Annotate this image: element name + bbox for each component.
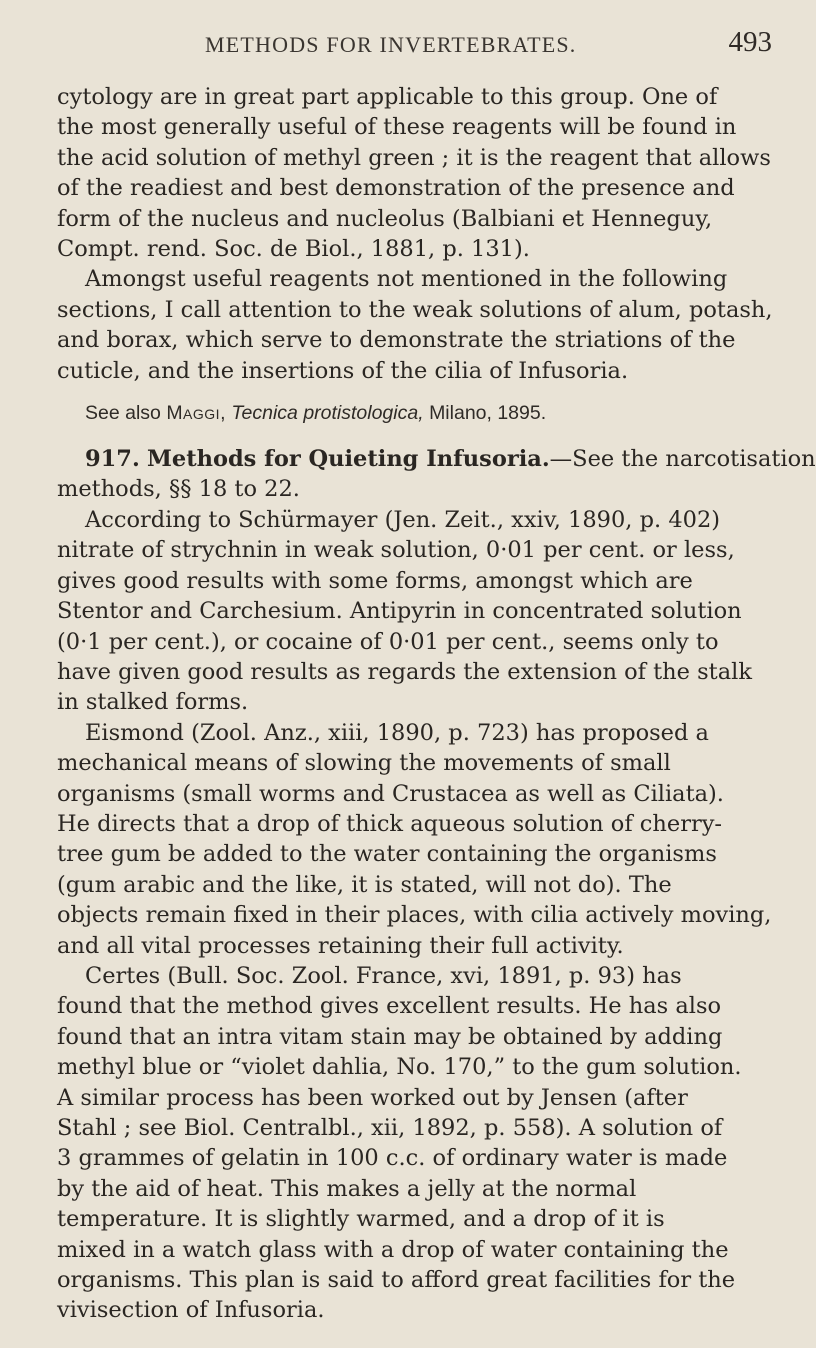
text-line: in stalked forms.: [57, 689, 249, 716]
see-also-work: Tecnica protistologica,: [231, 402, 424, 425]
text-line: of the readiest and best demonstration of the presence and: [57, 175, 735, 202]
text-line: methods, §§ 18 to 22.: [57, 476, 300, 503]
text-line: mixed in a watch glass with a drop of water containing the: [57, 1236, 729, 1263]
text-line: the acid solution of methyl green ; it is the reagent that allows: [57, 144, 771, 171]
text-line: and borax, which serve to demonstrate the striations of the: [57, 327, 736, 354]
text-line: found that the method gives excellent results. He has also: [57, 993, 722, 1020]
text-line: A similar process has been worked out by Jensen (after: [57, 1084, 688, 1111]
page-number: 493: [728, 26, 772, 58]
text-line: Certes (Bull. Soc. Zool. France, xvi, 1891, p. 93) has: [85, 962, 682, 989]
see-also-prefix: See also: [85, 402, 161, 425]
text-line: mechanical means of slowing the movements of small: [57, 750, 671, 777]
text-line: the most generally useful of these reagents will be found in: [57, 114, 737, 141]
see-also-reference: [85, 398, 778, 428]
text-line: (gum arabic and the like, it is stated, will not do). The: [57, 871, 672, 898]
text-line: Eismond (Zool. Anz., xiii, 1890, p. 723) has proposed a: [85, 719, 709, 746]
section-heading-line: [57, 444, 816, 474]
text-line: methyl blue or “violet dahlia, No. 170,” to the gum solution.: [57, 1054, 742, 1081]
text-line: Amongst useful reagents not mentioned in the following: [85, 266, 728, 293]
text-line: by the aid of heat. This makes a jelly at the normal: [57, 1175, 637, 1202]
paragraph-cytology: [57, 82, 778, 264]
text-line: sections, I call attention to the weak solutions of alum, potash,: [57, 296, 773, 323]
section-917: [57, 444, 816, 505]
text-line: and all vital processes retaining their full activity.: [57, 932, 624, 959]
text-line: temperature. It is slightly warmed, and a drop of it is: [57, 1206, 665, 1233]
paragraph-schurmayer: [57, 505, 778, 718]
text-line: found that an intra vitam stain may be obtained by adding: [57, 1023, 723, 1050]
text-line: organisms. This plan is said to afford great facilities for the: [57, 1267, 736, 1294]
text-line: (0·1 per cent.), or cocaine of 0·01 per cent., seems only to: [57, 628, 719, 655]
text-line: Compt. rend. Soc. de Biol., 1881, p. 131).: [57, 236, 530, 263]
text-line: cytology are in great part applicable to this group. One of: [57, 84, 718, 110]
text-line: have given good results as regards the extension of the stalk: [57, 658, 752, 685]
section-number: 917.: [85, 446, 140, 473]
text-line: Stahl ; see Biol. Centralbl., xii, 1892, p. 558). A solution of: [57, 1115, 723, 1141]
text-line: cuticle, and the insertions of the cilia of Infusoria.: [57, 357, 629, 384]
section-text: —See the narcotisation: [549, 446, 816, 473]
text-line: form of the nucleus and nucleolus (Balbiani et Henneguy,: [57, 205, 713, 232]
paragraph-reagents: [57, 264, 778, 386]
paragraph-eismond: [57, 718, 778, 961]
text-line: 3 grammes of gelatin in 100 c.c. of ordinary water is made: [57, 1145, 728, 1172]
text-line: tree gum be added to the water containing the organisms: [57, 841, 717, 868]
see-also-author: Maggi,: [166, 402, 226, 425]
text-line: He directs that a drop of thick aqueous solution of cherry-: [57, 810, 723, 837]
running-head-title: METHODS FOR INVERTEBRATES.: [205, 32, 577, 57]
text-line: organisms (small worms and Crustacea as well as Ciliata).: [57, 780, 724, 807]
text-line: Stentor and Carchesium. Antipyrin in concentrated solution: [57, 598, 742, 625]
text-line: According to Schürmayer (Jen. Zeit., xxiv, 1890, p. 402): [85, 506, 721, 533]
text-line: vivisection of Infusoria.: [57, 1297, 325, 1324]
text-line: objects remain fixed in their places, with cilia actively moving,: [57, 902, 772, 929]
running-head: [57, 0, 778, 82]
section-heading: Methods for Quieting Infusoria.: [146, 446, 550, 473]
text-line: gives good results with some forms, amongst which are: [57, 567, 693, 594]
body-text: [57, 82, 816, 1326]
paragraph-certes: [57, 961, 778, 1326]
see-also-place-year: Milano, 1895.: [429, 402, 547, 425]
text-line: nitrate of strychnin in weak solution, 0·01 per cent. or less,: [57, 537, 735, 564]
